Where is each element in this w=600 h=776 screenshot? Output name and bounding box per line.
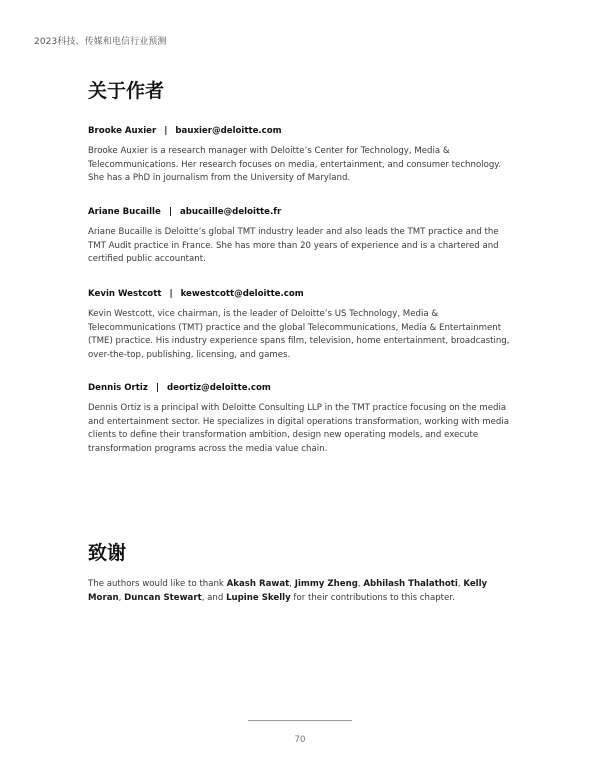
ack-separator: , [357,579,364,589]
ack-intro: The authors would like to thank [88,579,227,589]
author-heading [88,126,518,136]
author-bio: Ariane Bucaille is Deloitte’s global TMT industry leader and also leads the TMT practice and the TMT Audit practice in France. She has more than 20 years of experience and is a chartered and certified public accountant. [88,227,499,265]
author-bio-block [88,126,518,186]
ack-person: Abhilash Thalathoti [363,579,458,589]
author-name: Dennis Ortiz [88,383,148,393]
author-heading [88,289,518,299]
author-bio: Kevin Westcott, vice chairman, is the leader of Deloitte’s US Technology, Media & Telecommunications (TMT) practice and the global Telecommunications, Media & Entertainment (TME) practice. His industry experience spans film, television, home entertainment, broadcasting, over-the-top, publishing, licensing, and games. [88,309,510,361]
separator: | [169,289,173,299]
author-name: Brooke Auxier [88,126,157,136]
acknowledgements-title: 致谢 [88,542,127,564]
author-heading [88,207,518,217]
ack-person: Lupine Skelly [226,592,291,603]
running-header: 2023科技、传媒和电信行业预测 [34,37,167,47]
ack-separator: , [457,579,464,589]
ack-separator: , [289,579,295,589]
author-bio: Brooke Auxier is a research manager with Deloitte’s Center for Technology, Media & Telecommunications. Her research focuses on media, entertainment, and consumer technology. She has a PhD in journalism from the University of Maryland. [88,146,501,184]
separator: | [164,126,168,136]
author-heading [88,383,518,393]
author-email[interactable]: kewestcott@deloitte.com [180,289,304,299]
author-name: Kevin Westcott [88,289,162,299]
author-bio-block [88,383,518,457]
acknowledgements-text [88,578,518,605]
ack-separator: , [118,592,125,603]
author-bio: Dennis Ortiz is a principal with Deloitte Consulting LLP in the TMT practice focusing on the media and entertainment sector. He specializes in digital operations transformation, working with media clients to define their transformation ambition, design new operating models, and execute transformation programs across the media value chain. [88,403,510,455]
ack-person: Duncan Stewart [124,592,202,603]
separator: | [168,207,172,217]
author-name: Ariane Bucaille [88,207,161,217]
footer-divider [248,720,352,721]
author-email[interactable]: abucaille@deloitte.fr [179,207,282,217]
ack-person: Kelly Moran [88,579,488,603]
page-number: 70 [294,735,306,745]
ack-person: Akash Rawat [226,579,290,589]
separator: | [155,383,159,393]
author-email[interactable]: bauxier@deloitte.com [175,126,282,136]
author-bio-block [88,289,518,363]
ack-person: Jimmy Zheng [294,579,358,589]
ack-outro: for their contributions to this chapter. [290,592,455,603]
about-authors-title: 关于作者 [88,80,165,102]
ack-separator: , and [201,592,227,603]
author-email[interactable]: deortiz@deloitte.com [167,383,271,393]
author-bio-block [88,207,518,267]
